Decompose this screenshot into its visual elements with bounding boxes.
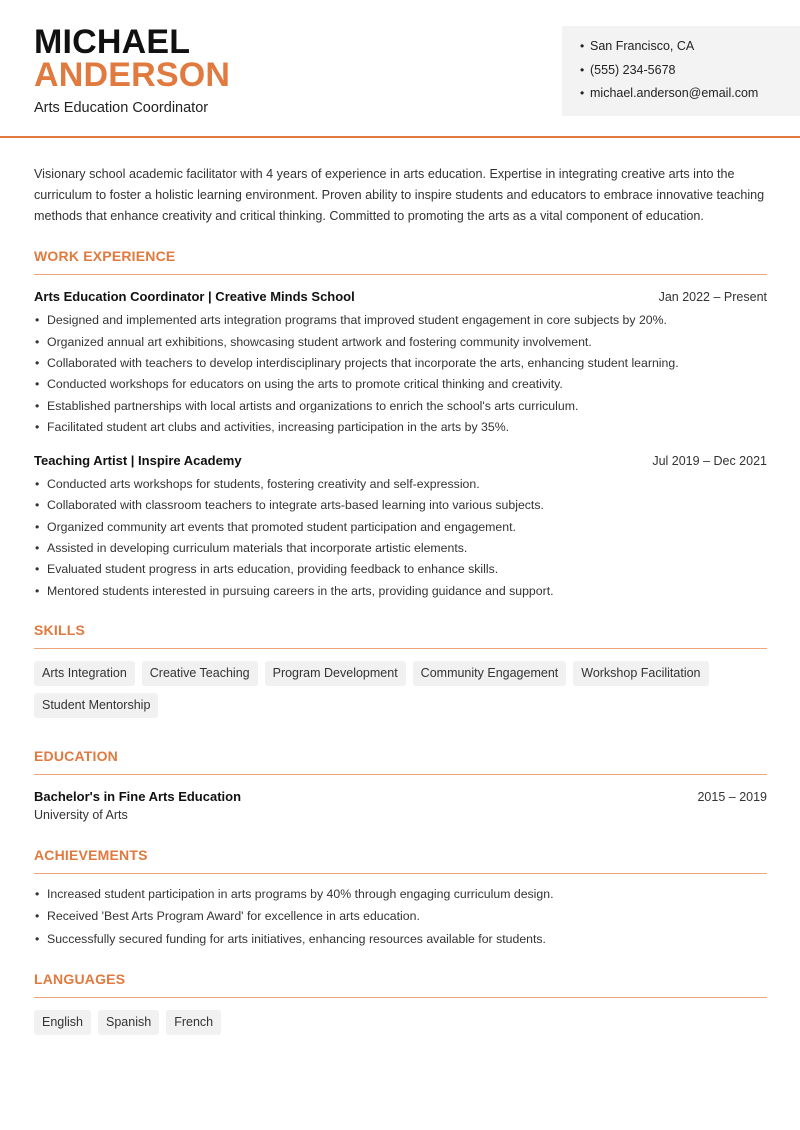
list-item: • Facilitated student art clubs and activities, increasing participation in the arts by 35%. xyxy=(34,417,767,438)
summary: Visionary school academic facilitator with 4 years of experience in arts education. Expertise in integrating creative arts into the curriculum to foster a holistic learning environment. Proven ability to inspire students and educators to embrace innovative teaching methods that enhance creativity and critical thinking. Committed to promoting the arts as a vital component of education. xyxy=(34,167,765,223)
section-title-work: WORK EXPERIENCE xyxy=(34,248,767,275)
job-header xyxy=(34,289,767,304)
section-title-achievements: ACHIEVEMENTS xyxy=(34,847,767,874)
list-item: • Assisted in developing curriculum materials that incorporate artistic elements. xyxy=(34,538,767,559)
job-role: Arts Education Coordinator | Creative Minds School xyxy=(34,289,355,305)
job-2 xyxy=(34,453,767,602)
first-name: MICHAEL xyxy=(34,23,191,61)
resume-header xyxy=(0,0,800,138)
contact-phone-text: (555) 234-5678 xyxy=(590,62,676,77)
education-dates: 2015 – 2019 xyxy=(697,789,767,804)
bullet-icon: • xyxy=(580,86,585,100)
list-item: • Mentored students interested in pursuing careers in the arts, providing guidance and support. xyxy=(34,581,767,602)
list-item: • Increased student participation in arts programs by 40% through engaging curriculum design. xyxy=(34,883,767,906)
education-header xyxy=(34,789,767,804)
language-tags xyxy=(34,1010,767,1035)
contact-email-text[interactable]: michael.anderson@email.com xyxy=(590,86,759,100)
list-item: • Established partnerships with local artists and organizations to enrich the school's arts curriculum. xyxy=(34,396,767,417)
job-bullets xyxy=(34,474,767,602)
skill-tag: Workshop Facilitation xyxy=(573,661,708,686)
work-section xyxy=(34,248,767,602)
skill-tag: Community Engagement xyxy=(413,661,567,686)
skill-tag: Student Mentorship xyxy=(34,693,158,718)
contact-location xyxy=(580,39,800,63)
language-tag: Spanish xyxy=(98,1010,159,1035)
list-item: • Organized annual art exhibitions, showcasing student artwork and fostering community involvement. xyxy=(34,332,767,353)
contact-location-text: San Francisco, CA xyxy=(590,39,695,53)
degree: Bachelor's in Fine Arts Education xyxy=(34,788,242,804)
skills-tags xyxy=(34,661,767,718)
job-dates: Jul 2019 – Dec 2021 xyxy=(652,454,767,469)
list-item: • Organized community art events that promoted student participation and engagement. xyxy=(34,517,767,538)
job-header xyxy=(34,453,767,468)
contact-phone xyxy=(580,63,800,87)
language-tag: French xyxy=(166,1010,221,1035)
skills-section xyxy=(34,622,767,718)
list-item: • Collaborated with teachers to develop interdisciplinary projects that incorporate the arts, enhancing student learning. xyxy=(34,353,767,374)
job-1 xyxy=(34,289,767,438)
skill-tag: Program Development xyxy=(265,661,406,686)
achievements-list xyxy=(34,883,767,951)
bullet-icon: • xyxy=(580,62,585,77)
last-name: ANDERSON xyxy=(34,56,231,94)
resume-body xyxy=(34,164,767,1035)
bullet-icon: • xyxy=(580,39,585,53)
list-item: • Collaborated with classroom teachers to integrate arts-based learning into various subjects. xyxy=(34,495,767,516)
job-bullets xyxy=(34,310,767,438)
section-title-languages: LANGUAGES xyxy=(34,971,767,998)
language-tag: English xyxy=(34,1010,91,1035)
contact-box xyxy=(562,26,800,116)
list-item: • Successfully secured funding for arts initiatives, enhancing resources available for students. xyxy=(34,928,767,951)
list-item: • Conducted arts workshops for students, fostering creativity and self-expression. xyxy=(34,474,767,495)
section-title-skills: SKILLS xyxy=(34,622,767,649)
skill-tag: Creative Teaching xyxy=(142,661,258,686)
job-role: Teaching Artist | Inspire Academy xyxy=(34,453,242,469)
list-item: • Evaluated student progress in arts education, providing feedback to enhance skills. xyxy=(34,559,767,580)
education-section xyxy=(34,748,767,822)
job-dates: Jan 2022 – Present xyxy=(658,290,767,305)
list-item: • Conducted workshops for educators on using the arts to promote critical thinking and creativity. xyxy=(34,374,767,395)
skill-tag: Arts Integration xyxy=(34,661,135,686)
contact-email[interactable] xyxy=(580,86,800,110)
list-item: • Designed and implemented arts integration programs that improved student engagement in core subjects by 20%. xyxy=(34,310,767,331)
section-title-education: EDUCATION xyxy=(34,748,767,775)
school-name: University of Arts xyxy=(34,807,128,822)
achievements-section xyxy=(34,847,767,951)
job-title: Arts Education Coordinator xyxy=(34,100,209,116)
languages-section xyxy=(34,971,767,1035)
list-item: • Received 'Best Arts Program Award' for excellence in arts education. xyxy=(34,905,767,928)
